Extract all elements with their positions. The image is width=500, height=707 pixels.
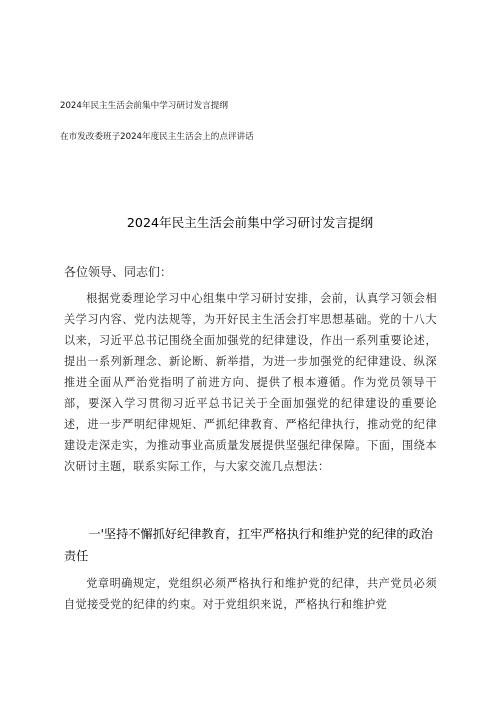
section-heading-1: 一'坚持不懈抓好纪律教育，扛牢严格执行和维护党的纪律的政治责任: [64, 527, 433, 563]
salutation: 各位领导、同志们：: [64, 265, 173, 279]
body-paragraph-2: 党章明确规定，党组织必须严格执行和维护党的纪律，共产党员必须自觉接受党的纪律的约束。对于党组织来说，严格执行和维护党: [64, 577, 437, 611]
toc-line-2: 在市发改委班子2024年度民主生活会上的点评讲话: [60, 132, 254, 142]
toc-line-1: 2024年民主生活会前集中学习研讨发言提纲: [60, 101, 228, 111]
document-title: 2024年民主生活会前集中学习研讨发言提纲: [126, 215, 374, 230]
body-paragraph-1: 根据党委理论学习中心组集中学习研讨安排，会前，认真学习领会相关学习内容、党内法规等，为开好民主生活会打牢思想基础。党的十八大以来，习近平总书记围绕全面加强党的纪律建设，作出一系列重要论述，提出一系列新理念、新论断、新举措，为进一步加强党的纪律建设、纵深推进全面从严治党指明了前进方向、提供了根本遵循。作为党员领导干部，要深入学习贯彻习近平总书记关于全面加强党的纪律建设的重要论述，进一步严明纪律规矩、严抓纪律教育、严格纪律执行，推动党的纪律建设走深走实，为推动事业高质量发展提供坚强纪律保障。下面，围绕本次研讨主题，联系实际工作，与大家交流几点想法：: [64, 292, 437, 473]
